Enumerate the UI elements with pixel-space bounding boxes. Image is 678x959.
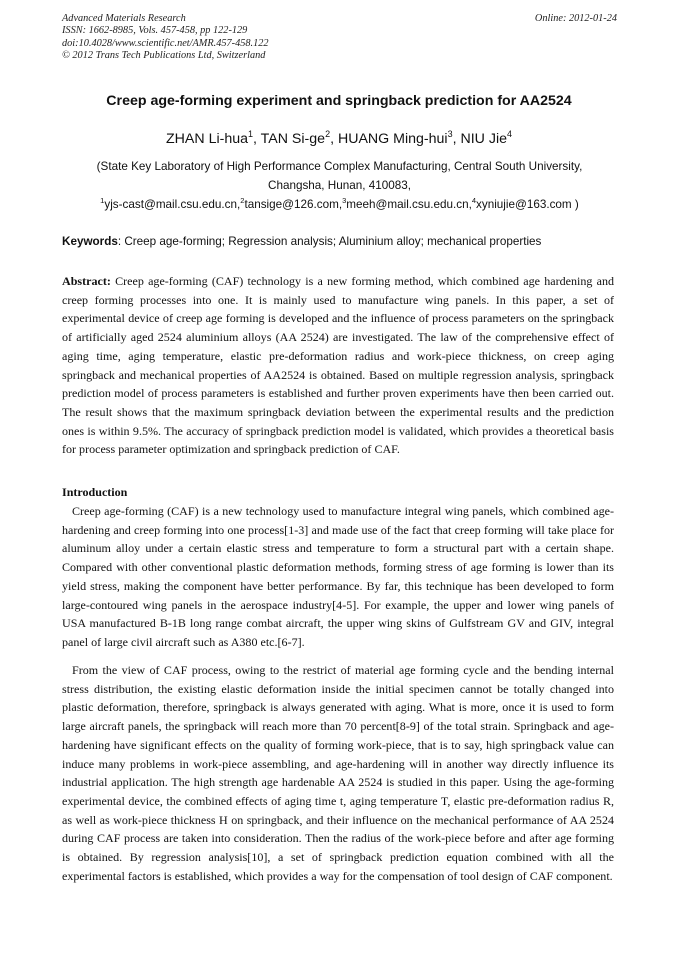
introduction-paragraph: From the view of CAF process, owing to the restrict of material age forming cycle and the bending internal stress distribution, the existing elastic deformation inside the initial specimen cannot be totally changed into plastic deformation, therefore, springback is always generated with aging. What is more, once it is used to form large aircraft panels, the springback will reach more than 70 percent[8-9] of the total strain. Springback and age-hardening have significant effects on the quality of forming work-piece, that is to say, high springback value can induce many problems in work-piece assembling, and age-hardening will in another way directly influence its industrial application. The high strength age hardenable AA 2524 is studied in this paper. Using the age-forming experimental device, the combined effects of aging time t, aging temperature T, elastic pre-deformation radius R, as well as work-piece thickness H on springback, and their influence on the mechanical performance of AA 2524 during CAF process are taken into consideration. Then the radius of the work-piece before and after age forming is obtained. By regression analysis[10], a set of springback prediction equation combined with all the experimental factors is established, which provides a way for the compensation of tool design of CAF component.: [62, 663, 614, 883]
email: $^2$tansige@126.com,: [240, 195, 343, 211]
journal-name: Advanced Materials Research: [62, 13, 186, 24]
copyright-line: © 2012 Trans Tech Publications Ltd, Switzerland: [62, 49, 266, 61]
author: HUANG Ming-hui$^3$,: [337, 129, 461, 147]
author-list: [0, 130, 678, 148]
online-date: Online: 2012-01-24: [534, 13, 617, 24]
email: $^4$xyniujie@163.com ): [471, 195, 579, 211]
affiliation-block: [62, 158, 617, 214]
author: NIU Jie$^4$: [460, 129, 512, 147]
author-emails: [62, 196, 617, 215]
paper-title: Creep age-forming experiment and springback prediction for AA2524: [106, 93, 572, 109]
affiliation-line: (State Key Laboratory of High Performance Complex Manufacturing, Central South University,: [96, 160, 583, 173]
affiliation-city: Changsha, Hunan, 410083,: [268, 178, 411, 192]
doi-line: doi:10.4028/www.scientific.net/AMR.457-458.122: [62, 37, 269, 49]
keywords-text: : Creep age-forming; Regression analysis; Aluminium alloy; mechanical properties: [117, 235, 542, 248]
abstract: [62, 272, 614, 459]
email: $^3$meeh@mail.csu.edu.cn,: [342, 195, 472, 211]
abstract-label: Abstract:: [62, 274, 111, 288]
issn-line: ISSN: 1662-8985, Vols. 457-458, pp 122-129: [62, 25, 248, 37]
journal-header: [62, 13, 617, 62]
keywords: [62, 234, 617, 250]
author: TAN $Si-ge^2$,: [260, 129, 338, 147]
abstract-text: Creep age-forming (CAF) technology is a new forming method, which combined age hardening and creep forming processes into one. It is mainly used to manufacture wing panels. In this paper, a set of experimental device of creep age forming is developed and the influence of process parameters on the springback of artificially aged 2524 aluminium alloys (AA 2524) are investigated. The law of the comprehensive effect of aging time, aging temperature, elastic pre-deformation radius and work-piece thickness, on creep aging springback and mechanical properties of AA2524 is obtained. Based on multiple regression analysis, springback prediction model of process parameters is established and further proven experiments have then been carried out. The result shows that the maximum springback deviation between the experimental results and the prediction ones is within 9.5%. The accuracy of springback prediction model is validated, which provides a theoretical basis for process parameter optimization and springback prediction of CAF.: [62, 274, 614, 457]
author: ZHAN Li-hua$^1$,: [166, 129, 261, 147]
introduction-paragraph: Creep age-forming (CAF) is a new technology used to manufacture integral wing panels, which combined age-hardening and creep forming into one process[1-3] and made use of the fact that creep forming will take place for aluminum alloy under a certain elastic stress and temperature to form a structural part with a certain shape. Compared with other conventional plastic deformation methods, forming stress of age forming is lower than its yield stress, making the component have better performance. By far, this technique has been developed to form large-contoured wing panels in the aerospace industry[4-5]. For example, the upper and lower wing panels of USA manufactured B-1B long range combat aircraft, the upper wing skins of Gulfstream GV and GIV, integral panel of large civil aircraft such as A380 etc.[6-7].: [62, 504, 614, 649]
email: $^1$yjs-cast@mail.csu.edu.cn,: [100, 195, 241, 211]
introduction-heading: Introduction: [62, 485, 128, 499]
keywords-label: Keywords: [62, 235, 118, 248]
